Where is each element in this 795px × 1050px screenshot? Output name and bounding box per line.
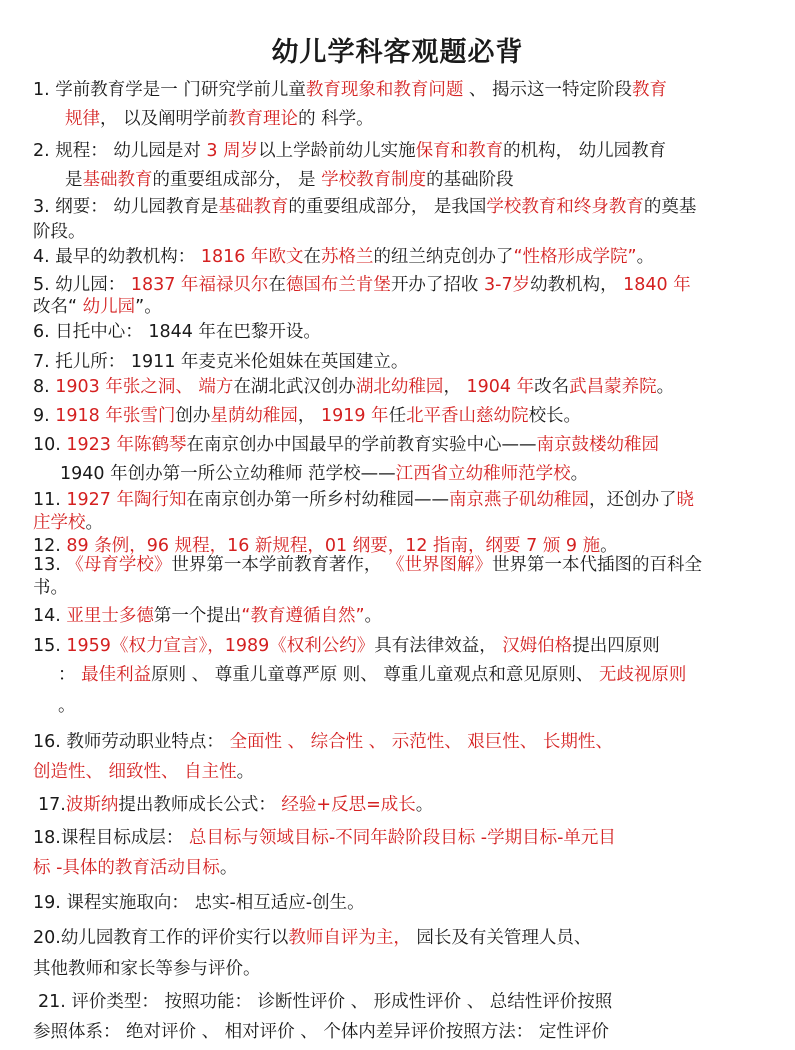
highlight-text: 星荫幼稚园 <box>210 406 298 426</box>
plain-text: ，还创办了 <box>589 490 677 510</box>
highlight-text: “教育遵循自然” <box>241 606 365 626</box>
text-line <box>65 168 514 192</box>
plain-text: 14. <box>33 606 67 626</box>
text-line <box>38 990 612 1014</box>
plain-text: 20.幼儿园教育工作的评价实行以 <box>33 928 289 948</box>
plain-text: 。 <box>636 247 655 267</box>
highlight-text: 教师自评为主， <box>288 928 411 948</box>
highlight-text: 标 -具体的教育活动目标 <box>33 858 220 878</box>
text-line <box>33 404 581 428</box>
plain-text: 的奠基 <box>643 197 697 217</box>
plain-text: 1940 年创办第一所公立幼稚师 范学校—— <box>60 464 396 484</box>
plain-text: 具有法律效益， <box>374 636 503 656</box>
plain-text: 以上学龄前幼儿实施 <box>258 141 416 161</box>
plain-text: 21. 评价类型： 按照功能： 诊断性评价 、 形成性评价 、 总结性评价按照 <box>38 992 613 1012</box>
plain-text: 12. <box>33 536 67 556</box>
plain-text: 参照体系： 绝对评价 、 相对评价 、 个体内差异评价按照方法： 定性评价 <box>33 1022 609 1042</box>
plain-text: 的纽兰纳克创办了 <box>373 247 514 267</box>
highlight-text: 南京燕子矶幼稚园 <box>449 490 590 510</box>
highlight-text: 福禄贝尔 <box>198 275 269 295</box>
text-line <box>33 553 702 577</box>
text-line <box>33 826 616 850</box>
text-line <box>58 663 686 687</box>
plain-text: 。 <box>236 762 255 782</box>
text-line <box>33 220 86 244</box>
plain-text: 10. <box>33 435 67 455</box>
highlight-text: 学校教育和终身教育 <box>486 197 644 217</box>
plain-text: 。 <box>219 858 238 878</box>
highlight-text: 保育和教育 <box>415 141 504 161</box>
plain-text: 书。 <box>33 578 68 598</box>
plain-text: ， <box>443 377 467 397</box>
highlight-text: 德国布兰肯堡 <box>285 275 391 295</box>
page-title: 幼儿学科客观题必背 <box>271 37 524 68</box>
plain-text: 在 <box>268 275 286 295</box>
plain-text: 3. 纲要： 幼儿园教育是 <box>33 197 219 217</box>
highlight-text: 苏格兰 <box>320 247 374 267</box>
plain-text: 18.课程目标成层： <box>33 828 189 848</box>
highlight-text: 教育 <box>631 80 667 100</box>
text-line <box>33 139 666 163</box>
highlight-text: 1959《权力宣言》，1989《权利公约》 <box>66 636 375 656</box>
highlight-text: 1837 年 <box>130 275 199 295</box>
highlight-text: 创造性、 细致性、 自主性 <box>33 762 237 782</box>
highlight-text: 学校教育制度 <box>321 170 427 190</box>
plain-text: 改名 <box>534 377 570 397</box>
text-line <box>33 634 660 658</box>
plain-text: 校长。 <box>528 406 582 426</box>
plain-text: 原则 、 尊重儿童尊严原 则、 尊重儿童观点和意见原则、 <box>151 665 599 685</box>
text-line <box>33 350 408 374</box>
highlight-text: 全面性 、 综合性 、 示范性、 艰巨性、 长期性、 <box>229 732 613 752</box>
text-line <box>33 195 696 219</box>
plain-text: ， <box>297 406 321 426</box>
highlight-text: 经验+反思=成长 <box>281 795 416 815</box>
plain-text: 19. 课程实施取向： 忠实-相互适应-创生。 <box>33 893 365 913</box>
plain-text: 在 <box>303 247 321 267</box>
plain-text: 开办了招收 <box>390 275 484 295</box>
plain-text: 。 <box>600 536 618 556</box>
plain-text: 幼教机构， <box>530 275 624 295</box>
plain-text: 改名“ <box>33 297 83 317</box>
plain-text: 6. 日托中心： 1844 年在巴黎开设。 <box>33 322 321 342</box>
plain-text: 。 <box>364 606 383 626</box>
plain-text: 。 <box>58 696 76 716</box>
plain-text: 。 <box>85 513 103 533</box>
highlight-text: 1840 年 <box>623 275 691 295</box>
text-line <box>38 793 433 817</box>
plain-text: 2. 规程： 幼儿园是对 <box>33 141 207 161</box>
text-line <box>60 462 588 486</box>
highlight-text: 张之洞、 端方 <box>122 377 234 397</box>
text-line <box>33 730 613 754</box>
highlight-text: 1927 年 <box>66 490 135 510</box>
highlight-text: 武昌蒙养院 <box>569 377 657 397</box>
plain-text: 在南京创办第一所乡村幼稚园—— <box>186 490 450 510</box>
plain-text: 第一个提出 <box>153 606 242 626</box>
plain-text: 13. <box>33 555 67 575</box>
highlight-text: 基础教育 <box>82 170 153 190</box>
text-line <box>33 320 321 344</box>
plain-text: 、 揭示这一特定阶段 <box>463 80 632 100</box>
text-line <box>33 245 654 269</box>
plain-text: 园长及有关管理人员、 <box>410 928 592 948</box>
plain-text: 5. 幼儿园： <box>33 275 131 295</box>
highlight-text: 《母育学校》 <box>66 555 172 575</box>
plain-text: 是 <box>65 170 83 190</box>
text-line <box>33 375 674 399</box>
text-line <box>58 694 76 718</box>
text-line <box>33 511 103 535</box>
highlight-text: 亚里士多德 <box>66 606 154 626</box>
text-line <box>33 856 237 880</box>
plain-text: 4. 最早的幼教机构： <box>33 247 201 267</box>
plain-text: 世界第一本学前教育著作， <box>171 555 387 575</box>
highlight-text: 1919 年 <box>320 406 389 426</box>
plain-text: 提出教师成长公式： <box>118 795 282 815</box>
plain-text: ， 以及阐明学前 <box>100 109 229 129</box>
text-line <box>33 295 162 319</box>
highlight-text: 陈鹤琴 <box>134 435 187 455</box>
plain-text: 提出四原则 <box>572 636 660 656</box>
plain-text: 9. <box>33 406 56 426</box>
plain-text: 8. <box>33 377 56 397</box>
highlight-text: 南京鼓楼幼稚园 <box>536 435 660 455</box>
plain-text: ： <box>58 665 82 685</box>
plain-text: 的 科学。 <box>298 109 374 129</box>
highlight-text: “性格形成学院” <box>513 247 637 267</box>
plain-text: 阶段。 <box>33 222 86 242</box>
text-line <box>33 273 691 297</box>
highlight-text: 总目标与领域目标-不同年龄阶段目标 -学期目标-单元目 <box>188 828 616 848</box>
text-line <box>33 488 694 512</box>
highlight-text: 江西省立幼稚师范学校 <box>395 464 571 484</box>
text-line <box>33 78 667 102</box>
plain-text: 的重要组成部分， 是我国 <box>288 197 487 217</box>
highlight-text: 89 条例，96 规程，16 新规程，01 纲要，12 指南，纲要 7 颁 9 施 <box>66 536 601 556</box>
text-line <box>33 433 659 457</box>
highlight-text: 欧文 <box>268 247 304 267</box>
plain-text: 其他教师和家长等参与评价。 <box>33 959 261 979</box>
text-line <box>33 891 365 915</box>
highlight-text: 规律 <box>65 109 100 129</box>
highlight-text: 张雪门 <box>122 406 176 426</box>
text-line <box>33 576 68 600</box>
highlight-text: 教育理论 <box>228 109 299 129</box>
highlight-text: 陶行知 <box>134 490 187 510</box>
highlight-text: 湖北幼稚园 <box>355 377 444 397</box>
highlight-text: 庄学校 <box>33 513 86 533</box>
highlight-text: 3-7岁 <box>484 275 531 295</box>
highlight-text: 1918 年 <box>55 406 123 426</box>
plain-text: 。 <box>656 377 675 397</box>
plain-text: 15. <box>33 636 67 656</box>
text-line <box>33 926 591 950</box>
highlight-text: 1923 年 <box>66 435 135 455</box>
highlight-text: 1816 年 <box>200 247 269 267</box>
plain-text: ”。 <box>135 297 162 317</box>
plain-text: 在南京创办中国最早的学前教育实验中心—— <box>186 435 537 455</box>
highlight-text: 幼儿园 <box>82 297 136 317</box>
plain-text: 的基础阶段 <box>426 170 514 190</box>
highlight-text: 1904 年 <box>466 377 535 397</box>
highlight-text: 最佳利益 <box>81 665 152 685</box>
plain-text: 在湖北武汉创办 <box>233 377 356 397</box>
highlight-text: 3 周岁 <box>206 141 259 161</box>
highlight-text: 波斯纳 <box>65 795 119 815</box>
text-line <box>33 957 261 981</box>
plain-text: 任 <box>388 406 407 426</box>
highlight-text: 《世界图解》 <box>386 555 492 575</box>
plain-text: 1. 学前教育学是一 门研究学前儿童 <box>33 80 306 100</box>
text-line <box>33 1020 609 1044</box>
text-line <box>33 604 382 628</box>
highlight-text: 基础教育 <box>218 197 289 217</box>
plain-text: 的重要组成部分， 是 <box>152 170 322 190</box>
plain-text: 。 <box>570 464 589 484</box>
highlight-text: 无歧视原则 <box>598 665 687 685</box>
highlight-text: 北平香山慈幼院 <box>406 406 529 426</box>
plain-text: 16. 教师劳动职业特点： <box>33 732 230 752</box>
plain-text: 。 <box>415 795 434 815</box>
plain-text: 世界第一本代插图的百科全 <box>491 555 702 575</box>
highlight-text: 汉姆伯格 <box>502 636 573 656</box>
plain-text: 11. <box>33 490 67 510</box>
plain-text: 的机构， 幼儿园教育 <box>503 141 667 161</box>
highlight-text: 1903 年 <box>55 377 123 397</box>
plain-text: 创办 <box>175 406 211 426</box>
plain-text: 17. <box>38 795 66 815</box>
plain-text: 7. 托儿所： 1911 年麦克米伦姐妹在英国建立。 <box>33 352 409 372</box>
text-line <box>65 107 374 131</box>
text-line <box>33 760 254 784</box>
highlight-text: 晓 <box>676 490 695 510</box>
highlight-text: 教育现象和教育问题 <box>305 80 464 100</box>
